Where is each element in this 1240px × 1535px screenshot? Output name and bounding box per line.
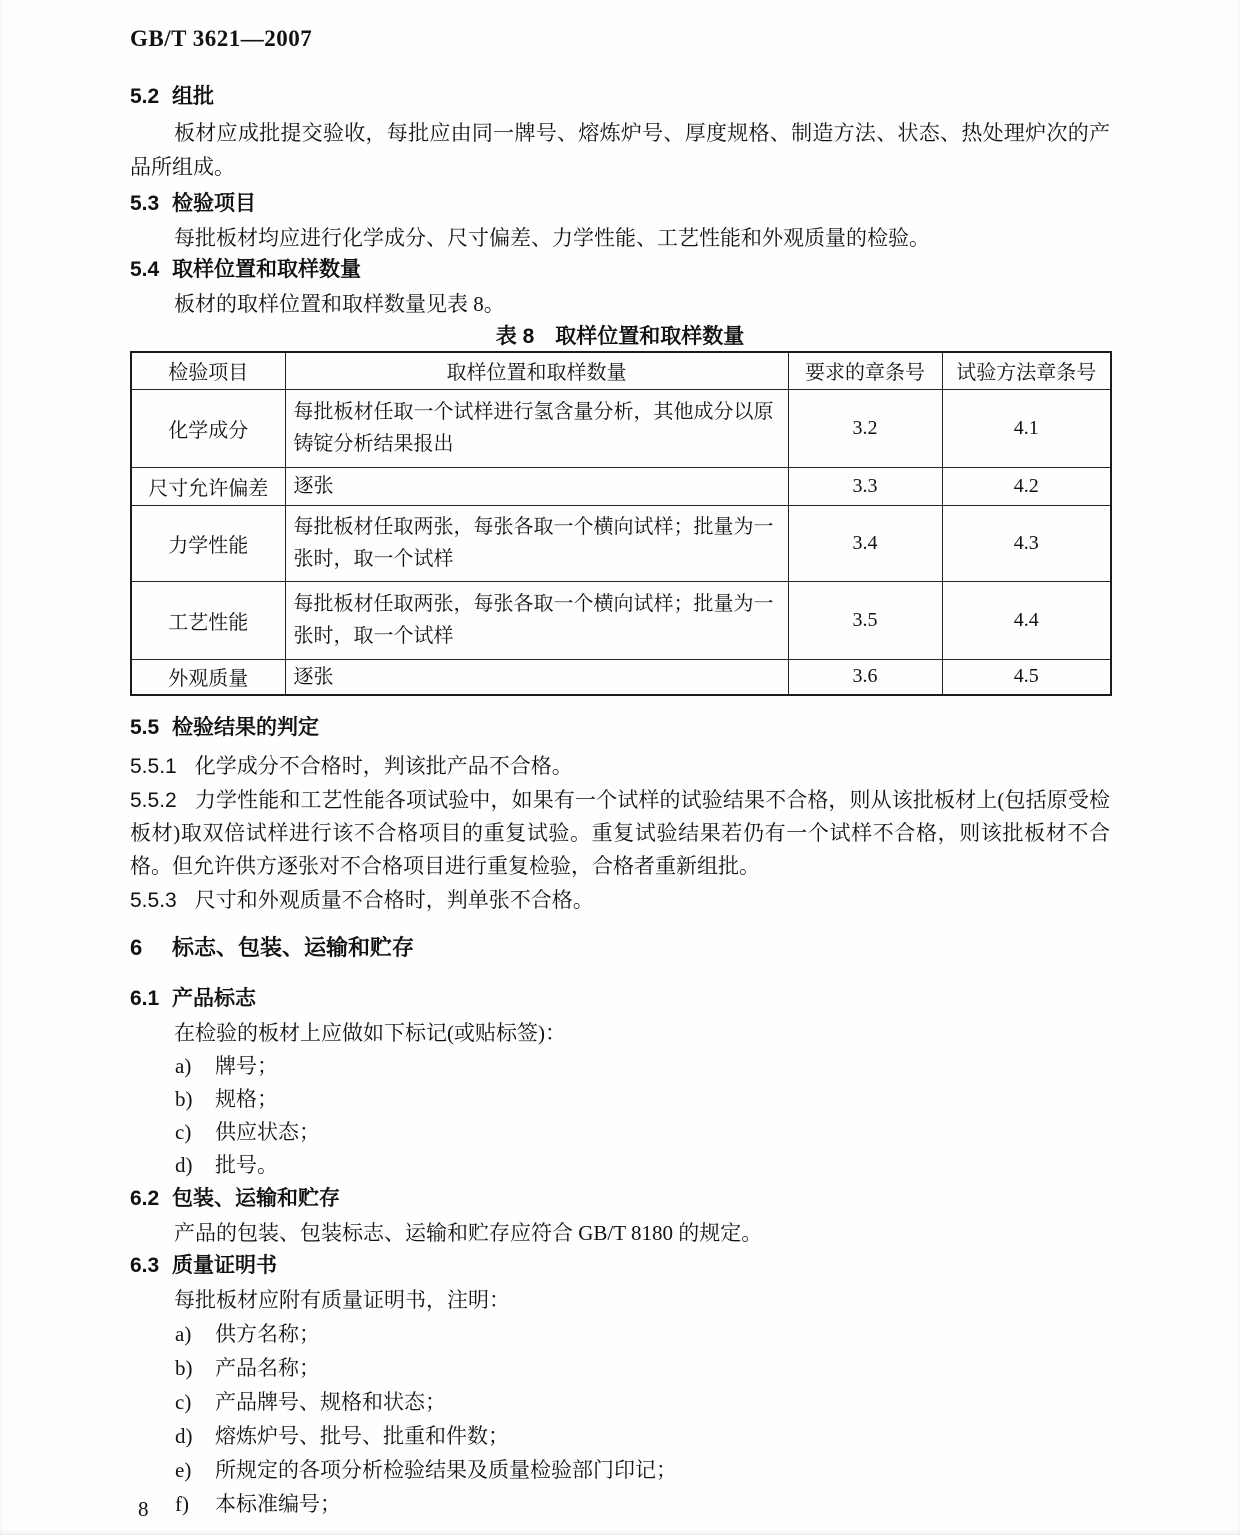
section-heading-5-4 [130,255,1110,285]
section-number: 5.2 [130,85,160,108]
table-caption: 表 8 取样位置和取样数量 [495,325,745,348]
cell-req-clause: 3.4 [788,505,942,581]
list-item [130,1385,1110,1419]
cell-method: 每批板材任取两张，每张各取一个横向试样；批量为一张时，取一个试样 [285,581,788,659]
table-header-row [131,352,1111,389]
list-item [130,1487,1110,1521]
list-item-key: f) [175,1492,189,1516]
table-8-sampling [130,351,1112,696]
list-item-text: 熔炼炉号、批号、批重和件数； [215,1424,509,1448]
list-item-key: d) [175,1424,193,1448]
list-item [130,1419,1110,1453]
list-item [130,1083,1110,1116]
list-item [130,1149,1110,1182]
list-item [130,1317,1110,1351]
paragraph-5-2: 板材应成批提交验收，每批应由同一牌号、熔炼炉号、厚度规格、制造方法、状态、热处理炉次的产品所组成。 [130,121,1110,179]
table-row [131,389,1111,467]
clause-number: 5.5.2 [130,789,177,812]
mark-list-6-1 [130,1050,1110,1182]
section-number: 6.3 [130,1254,160,1277]
list-item-key: e) [175,1458,192,1482]
list-item-key: b) [175,1087,193,1111]
section-number: 6.1 [130,987,160,1010]
cell-test-clause: 4.4 [942,581,1111,659]
section-heading-6-3 [130,1251,1110,1281]
list-item-text: 所规定的各项分析检验结果及质量检验部门印记； [215,1458,677,1482]
cell-item: 工艺性能 [131,581,285,659]
list-item-text: 批号。 [215,1153,278,1177]
paragraph-5-5-1 [130,750,1110,783]
cell-method: 每批板材任取两张，每张各取一个横向试样；批量为一张时，取一个试样 [285,505,788,581]
list-item [130,1453,1110,1487]
list-item-text: 规格； [215,1087,278,1111]
page-number: 8 [138,1497,149,1521]
cell-req-clause: 3.2 [788,389,942,467]
section-title: 产品标志 [172,987,256,1010]
list-item-key: d) [175,1153,193,1177]
section-number: 5.5 [130,716,160,739]
section-title: 包装、运输和贮存 [172,1187,340,1210]
cell-item: 力学性能 [131,505,285,581]
cell-test-clause: 4.3 [942,505,1111,581]
paragraph-5-4: 板材的取样位置和取样数量见表 8。 [174,292,505,316]
section-heading-5-5 [130,713,1110,743]
list-item-text: 本标准编号； [215,1492,341,1516]
table-row [131,467,1111,505]
standard-number: GB/T 3621—2007 [130,26,313,51]
list-item-key: a) [175,1322,192,1346]
paragraph-5-5-3 [130,884,1110,917]
cell-item: 化学成分 [131,389,285,467]
column-header-sampling: 取样位置和取样数量 [285,352,788,389]
cell-method: 逐张 [285,467,788,505]
section-title: 组批 [172,85,214,108]
section-heading-5-3 [130,189,1110,219]
clause-text: 力学性能和工艺性能各项试验中，如果有一个试样的试验结果不合格，则从该批板材上(包括原受检板材)取双倍试样进行该不合格项目的重复试验。重复试验结果若仍有一个试样不合格，则该批板材不合格。但允许供方逐张对不合格项目进行重复检验，合格者重新组批。 [130,788,1110,878]
cell-test-clause: 4.2 [942,467,1111,505]
table-row [131,505,1111,581]
list-item-key: b) [175,1356,193,1380]
section-heading-6-1 [130,984,1110,1014]
section-title: 检验结果的判定 [172,716,319,739]
clause-number: 5.5.3 [130,889,177,912]
table-row [131,581,1111,659]
section-heading-6-2 [130,1184,1110,1214]
cell-item: 尺寸允许偏差 [131,467,285,505]
chapter-number: 6 [130,935,143,960]
column-header-requirement-clause: 要求的章条号 [788,352,942,389]
clause-text: 尺寸和外观质量不合格时，判单张不合格。 [194,888,594,912]
section-heading-5-2 [130,82,1110,112]
cell-req-clause: 3.3 [788,467,942,505]
list-item [130,1050,1110,1083]
section-number: 5.4 [130,258,160,281]
column-header-inspection-item: 检验项目 [131,352,285,389]
section-number: 5.3 [130,192,160,215]
cell-method: 每批板材任取一个试样进行氢含量分析，其他成分以原铸锭分析结果报出 [285,389,788,467]
section-number: 6.2 [130,1187,160,1210]
list-item-key: c) [175,1390,192,1414]
table-row [131,659,1111,695]
clause-text: 化学成分不合格时，判该批产品不合格。 [194,754,573,778]
paragraph-5-3: 每批板材均应进行化学成分、尺寸偏差、力学性能、工艺性能和外观质量的检验。 [174,226,930,250]
paragraph-6-3: 每批板材应附有质量证明书，注明： [174,1288,510,1312]
section-title: 质量证明书 [172,1254,277,1277]
list-item-key: c) [175,1120,192,1144]
cell-req-clause: 3.5 [788,581,942,659]
cell-test-clause: 4.1 [942,389,1111,467]
column-header-test-method-clause: 试验方法章条号 [942,352,1111,389]
list-item-text: 供应状态； [215,1120,320,1144]
section-title: 取样位置和取样数量 [172,258,361,281]
certificate-list-6-3 [130,1317,1110,1521]
clause-number: 5.5.1 [130,755,177,778]
chapter-title: 标志、包装、运输和贮存 [172,935,415,960]
paragraph-6-1: 在检验的板材上应做如下标记(或贴标签)： [174,1021,566,1045]
cell-test-clause: 4.5 [942,659,1111,695]
section-title: 检验项目 [172,192,256,215]
paragraph-5-5-2 [130,784,1110,883]
list-item-key: a) [175,1054,192,1078]
list-item [130,1351,1110,1385]
cell-method: 逐张 [285,659,788,695]
cell-item: 外观质量 [131,659,285,695]
cell-req-clause: 3.6 [788,659,942,695]
list-item [130,1116,1110,1149]
list-item-text: 供方名称； [215,1322,320,1346]
list-item-text: 产品名称； [215,1356,320,1380]
chapter-heading-6 [130,932,1110,964]
list-item-text: 牌号； [215,1054,278,1078]
list-item-text: 产品牌号、规格和状态； [215,1390,446,1414]
paragraph-6-2: 产品的包装、包装标志、运输和贮存应符合 GB/T 8180 的规定。 [174,1221,763,1245]
